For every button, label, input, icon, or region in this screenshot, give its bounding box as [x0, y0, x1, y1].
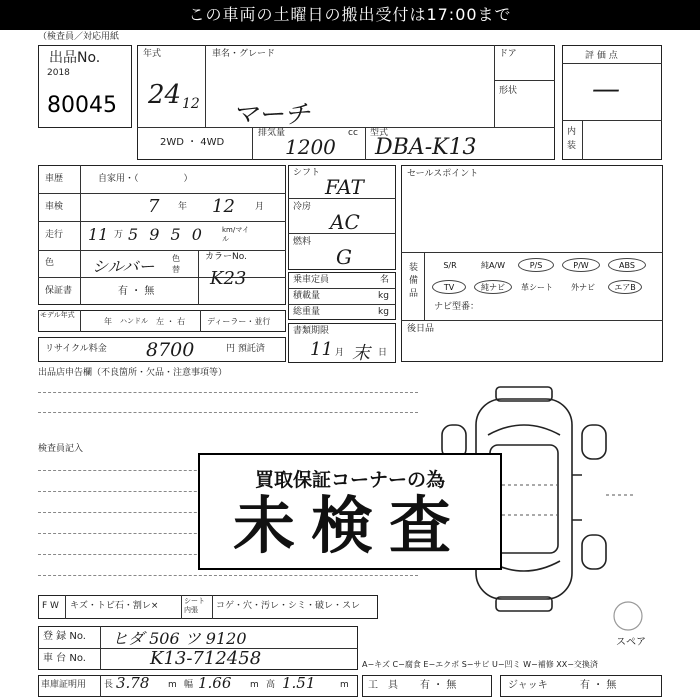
later-items-label: 後日品 [407, 324, 435, 334]
shift-label: シフト [293, 168, 321, 178]
spare-label: スペア [616, 637, 646, 648]
lot-year-tag: 2018 [47, 68, 70, 78]
capacity-unit: 名 [380, 275, 390, 285]
garage-cert-label: 車庫証明用 [41, 680, 87, 690]
warranty-value: 有 ・ 無 [118, 286, 155, 297]
sales-point-label: セールスポイント [407, 169, 479, 179]
inspection-label: 車検 [45, 202, 64, 212]
displacement-value: 1200 [285, 135, 336, 159]
ac-label: 冷房 [293, 202, 312, 212]
chassis-value: K13-712458 [150, 648, 262, 669]
inspection-year: 7 [148, 196, 160, 217]
ac-value: AC [330, 210, 360, 234]
score-label: 評 価 点 [585, 51, 618, 61]
registration-label: 登 録 No. [43, 631, 86, 642]
color-no-label: カラーNo. [205, 252, 247, 262]
length-label: 長 [104, 680, 114, 690]
fw-label: F W [42, 601, 59, 611]
equip-abs: ABS [608, 258, 646, 272]
displacement-label: 排気量 [258, 128, 286, 138]
deadline-month: 11 [310, 339, 333, 360]
stamp-subtitle: 買取保証コーナーの為 [254, 469, 445, 491]
year-value: 24 [148, 80, 182, 110]
weight-unit: kg [378, 307, 389, 317]
handle-value: 左 ・ 右 [156, 317, 186, 326]
equip-sunroof: S/R [443, 261, 457, 270]
shift-value: FAT [325, 175, 364, 199]
seller-remarks-label: 出品店申告欄（不良箇所・欠品・注意事項等） [38, 368, 228, 378]
height-label: 高 [266, 680, 276, 690]
inspection-month-unit: 月 [255, 202, 265, 212]
equipment-label: 装備品 [409, 263, 419, 299]
height-unit: m [340, 680, 349, 690]
tools-label: 工 具 [368, 680, 398, 691]
seat-text: コゲ・穴・汚レ・シミ・破レ・スレ [216, 601, 361, 611]
fuel-value: G [336, 245, 352, 269]
width-unit: m [250, 680, 259, 690]
year-label: 年式 [143, 49, 162, 59]
equip-airbag: エアB [608, 280, 642, 294]
registration-value: ヒダ 506 ツ 9120 [112, 629, 247, 648]
width-label: 幅 [184, 680, 194, 690]
deadline-unit: 月 [335, 348, 345, 358]
equip-genuine-navi: 純ナビ [474, 280, 512, 294]
history-label: 車歴 [45, 174, 64, 184]
model-year-unit: 年 [104, 317, 112, 326]
inspection-year-unit: 年 [178, 202, 188, 212]
name-value: マーチ [232, 100, 311, 130]
mileage-man-unit: 万 [114, 230, 124, 240]
model-value: DBA-K13 [375, 135, 477, 160]
history-value: 自家用・（ ） [98, 174, 193, 184]
recycle-value: 8700 [146, 339, 195, 361]
inspection-month: 12 [212, 196, 235, 217]
warranty-label: 保証書 [45, 286, 73, 296]
uninspected-stamp [198, 453, 502, 570]
equip-power-windows: P/W [562, 258, 600, 272]
mileage-label: 走行 [45, 230, 64, 240]
handle-label: ハンドル [120, 317, 148, 325]
lot-number-box [38, 45, 132, 128]
score-value: — [592, 72, 620, 105]
fuel-label: 燃料 [293, 237, 312, 247]
mileage-man: 11 [88, 225, 109, 244]
equip-power-steering: P/S [518, 258, 554, 272]
chassis-label: 車 台 No. [43, 653, 86, 664]
interior-label: 内装 [567, 127, 577, 151]
name-label: 車名・グレード [212, 49, 276, 59]
color-no-value: K23 [210, 268, 247, 289]
length-unit: m [168, 680, 177, 690]
jack-label: ジャッキ [508, 680, 548, 691]
equip-alloy-wheels: 純A/W [480, 261, 506, 270]
mileage-rest: 5 9 5 0 [128, 225, 205, 244]
color-value: シルバー [92, 257, 155, 276]
damage-legend: A−キズ C−腐食 E−エクボ S−サビ U−凹ミ W−補修 XX−交換済 [362, 660, 598, 669]
lot-number: 80045 [47, 93, 117, 118]
equip-tv: TV [432, 280, 466, 294]
header-fragment: （検査員／対応用紙 [38, 32, 120, 42]
mileage-unit: km/マイル [222, 226, 250, 243]
stamp-main-text: 未検査 [232, 489, 467, 562]
model-year-label: モデル年式 [40, 311, 75, 319]
lot-label: 出品No. [49, 50, 101, 66]
deadline-day-unit: 日 [378, 348, 388, 358]
weight-label: 総重量 [293, 307, 321, 317]
recycle-unit: 円 預託済 [226, 344, 265, 354]
equip-aftermarket-navi: 外ナビ [571, 283, 595, 292]
month-value: 12 [182, 96, 200, 112]
deadline-day: 末 [352, 343, 370, 364]
height-value: 1.51 [282, 674, 316, 692]
saturday-pickup-banner: この車両の土曜日の搬出受付は17:00まで [0, 0, 700, 30]
equip-leather-seats: 革シート [521, 283, 553, 292]
inspector-remarks-label: 検査員記入 [38, 444, 84, 454]
fw-text: キズ・トビ石・割レ× [70, 601, 159, 611]
seat-label: シート内張 [184, 597, 205, 614]
capacity-label: 乗車定員 [293, 275, 330, 285]
color-change-label: 色替 [172, 254, 180, 274]
tools-value: 有 ・ 無 [420, 680, 457, 691]
load-label: 積載量 [293, 291, 321, 301]
jack-value: 有 ・ 無 [580, 680, 617, 691]
deadline-label: 書類期限 [293, 326, 330, 336]
model-label: 型式 [370, 128, 389, 138]
dealer-label: ディーラー・並行 [207, 317, 271, 326]
color-label: 色 [45, 258, 55, 268]
spare-tire-icon [612, 600, 644, 632]
load-unit: kg [378, 291, 389, 301]
length-value: 3.78 [116, 674, 150, 692]
door-label: ドア [499, 49, 517, 59]
drive-label: 2WD ・ 4WD [160, 137, 225, 148]
recycle-label: リサイクル料金 [45, 344, 107, 354]
cc-label: cc [348, 128, 358, 138]
width-value: 1.66 [198, 674, 232, 692]
shape-label: 形状 [499, 86, 518, 96]
navi-model-label: ナビ型番： [434, 302, 480, 312]
